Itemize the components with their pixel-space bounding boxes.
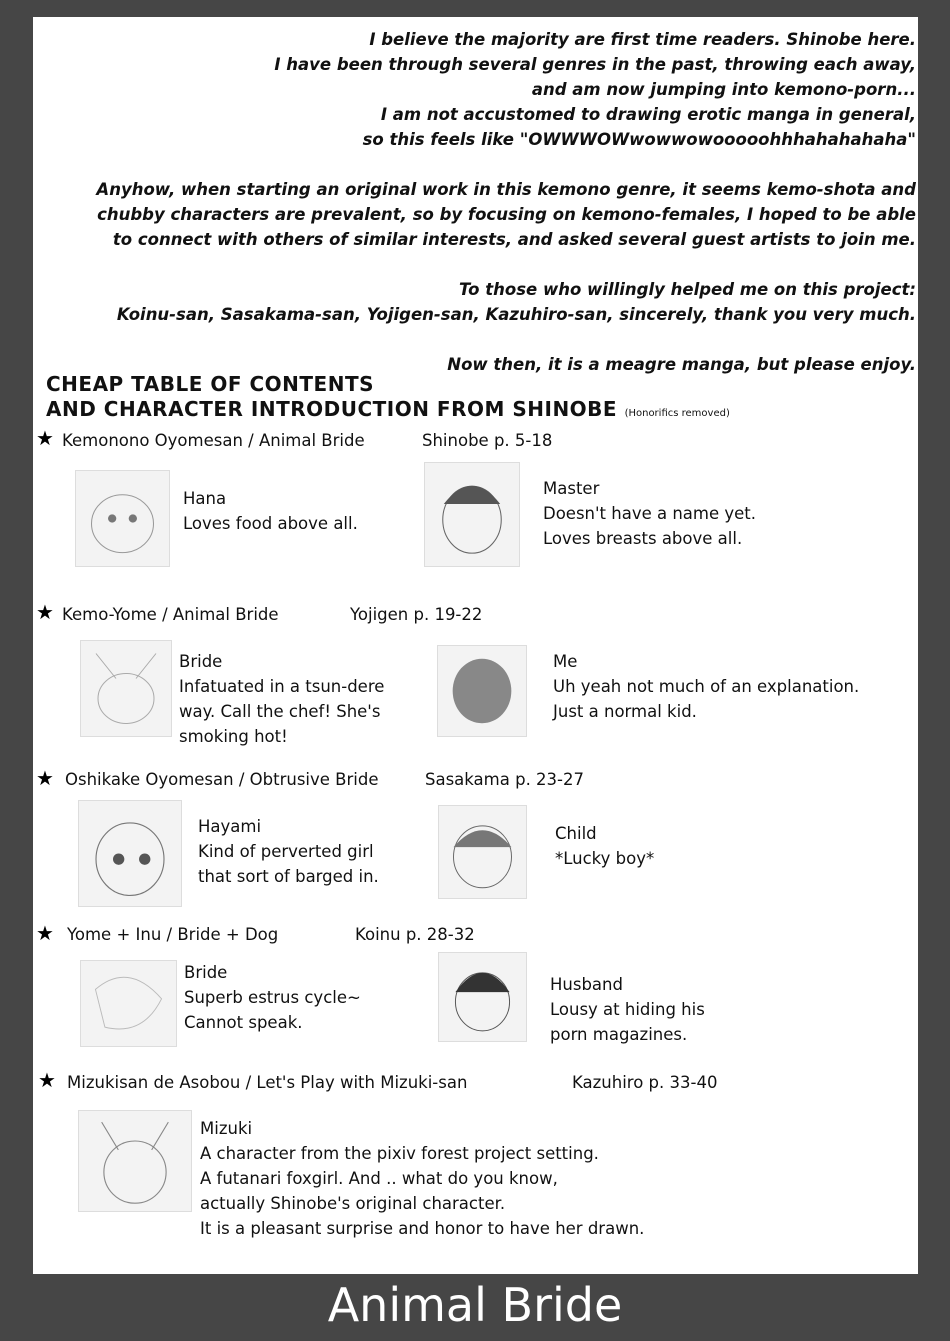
book-title: Animal Bride [327,1278,623,1332]
toc-heading-2 [46,397,730,421]
character-desc: actually Shinobe's original character. [200,1194,506,1213]
character-name: Me [553,652,578,671]
character-desc: Infatuated in a tsun-dere [179,677,385,696]
intro-text [96,27,916,377]
toc-heading-1: CHEAP TABLE OF CONTENTS [46,372,374,396]
section-title: Mizukisan de Asobou / Let's Play with Mizuki-san [67,1073,468,1092]
honorifics-note: (Honorifics removed) [624,408,730,419]
character-portrait-child [438,805,527,899]
intro-line: Koinu-san, Sasakama-san, Yojigen-san, Kazuhiro-san, sincerely, thank you very much. [116,305,916,324]
intro-line: I believe the majority are first time readers. Shinobe here. [369,30,916,49]
intro-line: chubby characters are prevalent, so by focusing on kemono-females, I hoped to be able [97,205,916,224]
character-name: Mizuki [200,1119,253,1138]
section-author: Koinu p. 28-32 [355,925,475,944]
character-desc: Superb estrus cycle~ [184,988,361,1007]
section-title: Oshikake Oyomesan / Obtrusive Bride [65,770,379,789]
intro-line [96,327,916,352]
character-name: Bride [184,963,228,982]
section-title: Kemo-Yome / Animal Bride [62,605,279,624]
character-desc: Loves food above all. [183,514,358,533]
character-name: Hana [183,489,227,508]
intro-line: and am now jumping into kemono-porn... [531,80,916,99]
character-portrait-bride-dog [80,960,177,1047]
intro-line: I have been through several genres in the past, throwing each away, [274,55,916,74]
character-desc: Uh yeah not much of an explanation. [553,677,860,696]
intro-line: so this feels like "OWWWOWwowwowooooohhhahahahaha" [362,130,916,149]
character-desc: A futanari foxgirl. And .. what do you know, [200,1169,558,1188]
character-desc: way. Call the chef! She's [179,702,381,721]
character-portrait-me [437,645,527,737]
character-desc: that sort of barged in. [198,867,379,886]
intro-line: Now then, it is a meagre manga, but please enjoy. [447,355,916,374]
star-icon: ★ [36,426,54,450]
character-name: Hayami [198,817,262,836]
character-desc: *Lucky boy* [555,849,655,868]
section-author: Shinobe p. 5-18 [422,431,553,450]
character-portrait-hana [75,470,170,567]
character-name: Master [543,479,600,498]
intro-line [96,252,916,277]
character-portrait-hayami [78,800,182,907]
intro-line [96,152,916,177]
star-icon: ★ [36,921,54,945]
toc-heading-text: AND CHARACTER INTRODUCTION FROM SHINOBE [46,397,618,421]
character-desc: smoking hot! [179,727,288,746]
character-desc: Cannot speak. [184,1013,303,1032]
character-name: Husband [550,975,623,994]
star-icon: ★ [36,600,54,624]
character-name: Bride [179,652,223,671]
intro-line: Anyhow, when starting an original work in this kemono genre, it seems kemo-shota and [96,180,916,199]
character-desc: Just a normal kid. [553,702,697,721]
character-desc: Loves breasts above all. [543,529,743,548]
character-desc: It is a pleasant surprise and honor to have her drawn. [200,1219,645,1238]
section-title: Kemonono Oyomesan / Animal Bride [62,431,365,450]
character-desc: A character from the pixiv forest project setting. [200,1144,599,1163]
character-desc: Lousy at hiding his [550,1000,705,1019]
section-title: Yome + Inu / Bride + Dog [67,925,279,944]
character-portrait-mizuki [78,1110,192,1212]
intro-line: To those who willingly helped me on this project: [459,280,916,299]
intro-line: I am not accustomed to drawing erotic manga in general, [380,105,916,124]
character-desc: Doesn't have a name yet. [543,504,757,523]
section-author: Yojigen p. 19-22 [350,605,483,624]
section-author: Kazuhiro p. 33-40 [572,1073,718,1092]
intro-line: to connect with others of similar interests, and asked several guest artists to join me. [112,230,916,249]
section-author: Sasakama p. 23-27 [425,770,585,789]
character-portrait-master [424,462,520,567]
star-icon: ★ [38,1068,56,1092]
character-desc: Kind of perverted girl [198,842,374,861]
character-desc: porn magazines. [550,1025,688,1044]
star-icon: ★ [36,766,54,790]
character-portrait-bride [80,640,172,737]
character-name: Child [555,824,597,843]
character-portrait-husband [438,952,527,1042]
